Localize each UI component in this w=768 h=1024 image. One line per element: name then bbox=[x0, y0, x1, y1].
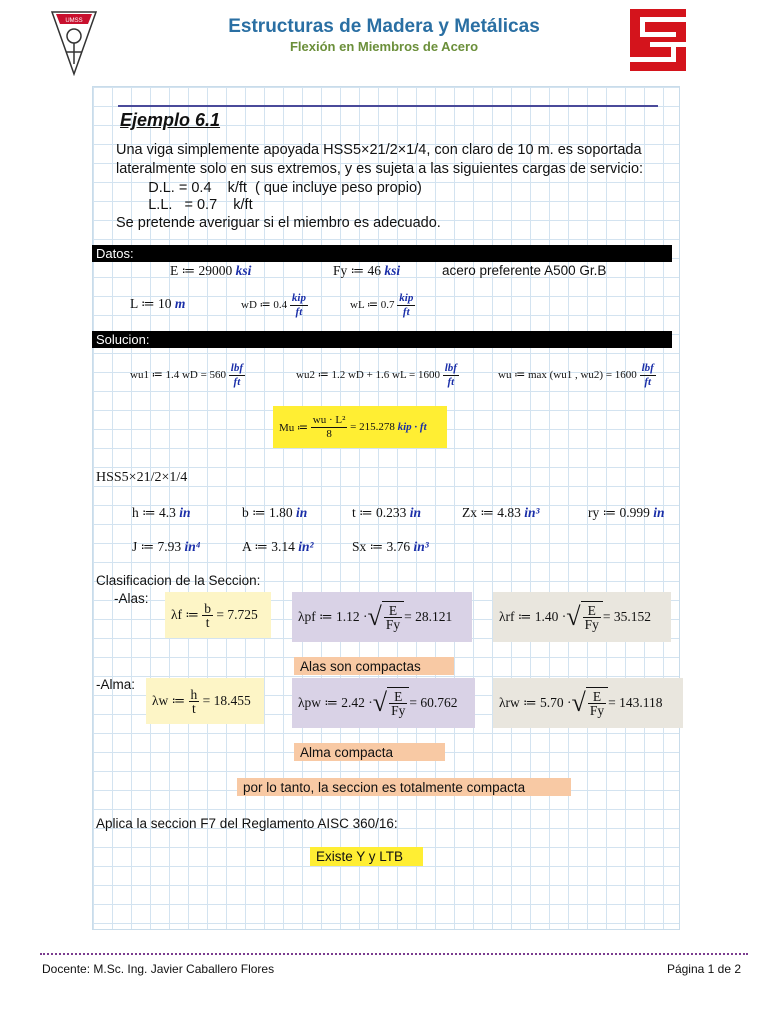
prop-b-unit: in bbox=[296, 505, 308, 520]
prop-t-text: t ≔ 0.233 bbox=[352, 505, 407, 520]
eq-E-unit: ksi bbox=[235, 263, 252, 278]
faculty-logo bbox=[630, 9, 686, 71]
prop-Sx-unit: in³ bbox=[413, 539, 429, 554]
eq-wL-unit-den: ft bbox=[402, 306, 410, 318]
eq-Mu-num: wu · L² bbox=[312, 413, 346, 426]
umss-logo-text: UMSS bbox=[65, 18, 83, 24]
eq-lambda-pw-lhs: λpw ≔ 2.42 · bbox=[298, 695, 373, 710]
example-line-2: lateralmente solo en sus extremos, y es sujeta a las siguientes cargas de servicio: bbox=[116, 161, 644, 177]
prop-h-unit: in bbox=[179, 505, 191, 520]
eq-wu2 bbox=[296, 362, 459, 389]
eq-wu1-text: wu1 ≔ 1.4 wD = 560 bbox=[130, 369, 227, 382]
eq-lambda-rf-Fy: Fy bbox=[584, 617, 599, 632]
eq-lambda-pf-lhs: λpf ≔ 1.12 · bbox=[298, 609, 368, 624]
eq-lambda-pw: λpw ≔ 2.42 · √ $\frac{E}{Fy}$ = 60.762 bbox=[292, 678, 475, 728]
steel-grade: acero preferente A500 Gr.B bbox=[442, 263, 607, 278]
alma-result: Alma compacta bbox=[294, 743, 445, 761]
eq-lambda-rf: λrf ≔ 1.40 · √ $\frac{E}{Fy}$ = 35.152 bbox=[493, 592, 671, 642]
datos-bar: Datos: bbox=[92, 245, 672, 262]
eq-lambda-pw-rhs: = 60.762 bbox=[409, 695, 458, 710]
eq-Mu-lhs: Mu ≔ bbox=[279, 421, 309, 434]
example-line-1: Una viga simplemente apoyada HSS5×21/2×1/4, con claro de 10 m. es soportada bbox=[116, 142, 642, 158]
eq-wL-text: wL ≔ 0.7 bbox=[350, 299, 395, 312]
eq-wu2-unit-den: ft bbox=[447, 376, 455, 388]
eq-lambda-pf: λpf ≔ 1.12 · √ $\frac{E}{Fy}$ = 28.121 bbox=[292, 592, 472, 642]
eq-lambda-rf-rhs: = 35.152 bbox=[602, 609, 651, 624]
eq-lambda-pf-Fy: Fy bbox=[385, 617, 401, 632]
prop-t-unit: in bbox=[409, 505, 422, 520]
eq-E-text: E ≔ 29000 bbox=[170, 263, 233, 278]
prop-A bbox=[242, 539, 314, 555]
header-title: Estructuras de Madera y Metálicas bbox=[228, 16, 540, 37]
eq-wu1-unit-den: ft bbox=[233, 376, 241, 388]
prop-ry bbox=[588, 505, 665, 521]
prop-J-text: J ≔ 7.93 bbox=[132, 539, 182, 554]
eq-lambda-pw-E: E bbox=[389, 690, 407, 704]
clasificacion-title: Clasificacion de la Seccion: bbox=[96, 573, 261, 588]
eq-lambda-f bbox=[165, 592, 271, 638]
footer-docente: Docente: M.Sc. Ing. Javier Caballero Flores bbox=[42, 962, 275, 976]
eq-Mu-unit: kip · ft bbox=[397, 421, 427, 433]
footer-page: Página 1 de 2 bbox=[666, 962, 741, 976]
eq-wu-unit-num: lbf bbox=[641, 362, 654, 374]
eq-lambda-rw-rhs: = 143.118 bbox=[608, 695, 663, 710]
eq-wD bbox=[241, 292, 308, 319]
example-line-5: Se pretende averiguar si el miembro es adecuado. bbox=[116, 215, 441, 231]
prop-b-text: b ≔ 1.80 bbox=[242, 505, 293, 520]
eq-Fy bbox=[333, 263, 400, 279]
eq-wL-unit-num: kip bbox=[399, 292, 414, 304]
eq-E bbox=[170, 263, 251, 279]
example-line-4: L.L. = 0.7 k/ft bbox=[116, 197, 253, 213]
example-line-3: D.L. = 0.4 k/ft ( que incluye peso propio) bbox=[116, 180, 422, 196]
eq-wL bbox=[350, 292, 415, 319]
eq-Fy-unit: ksi bbox=[384, 263, 401, 278]
eq-wD-unit-den: ft bbox=[295, 306, 303, 318]
eq-lambda-w-den: t bbox=[192, 700, 196, 716]
eq-lambda-f-lhs: λf ≔ bbox=[171, 607, 199, 622]
eq-lambda-w bbox=[146, 678, 264, 724]
eq-lambda-f-den: t bbox=[205, 614, 210, 630]
eq-wu1 bbox=[130, 362, 245, 389]
header-subtitle: Flexión en Miembros de Acero bbox=[289, 39, 479, 54]
prop-Zx-text: Zx ≔ 4.83 bbox=[462, 505, 521, 520]
alas-label: -Alas: bbox=[114, 591, 149, 606]
prop-t bbox=[352, 505, 421, 521]
prop-A-unit: in² bbox=[298, 539, 314, 554]
aplica-result: Existe Y y LTB bbox=[310, 847, 423, 866]
eq-lambda-rw-Fy: Fy bbox=[589, 703, 605, 718]
eq-lambda-f-num: b bbox=[204, 600, 212, 616]
eq-wu-unit-den: ft bbox=[644, 376, 652, 388]
prop-Sx-text: Sx ≔ 3.76 bbox=[352, 539, 411, 554]
eq-wu1-unit-num: lbf bbox=[230, 362, 244, 374]
eq-lambda-rf-lhs: λrf ≔ 1.40 · bbox=[499, 609, 567, 624]
eq-lambda-rw: λrw ≔ 5.70 · √ $\frac{E}{Fy}$ = 143.118 bbox=[493, 678, 683, 728]
title-rule bbox=[118, 105, 658, 107]
solucion-bar: Solucion: bbox=[92, 331, 672, 348]
eq-L-text: L ≔ 10 bbox=[130, 296, 172, 311]
prop-J bbox=[132, 539, 200, 555]
eq-Mu-rhs: = 215.278 bbox=[350, 421, 395, 433]
eq-wu-text: wu ≔ max (wu1 , wu2) = 1600 bbox=[498, 369, 637, 382]
eq-wD-unit-num: kip bbox=[291, 292, 306, 304]
prop-ry-unit: in bbox=[653, 505, 665, 520]
prop-ry-text: ry ≔ 0.999 bbox=[588, 505, 650, 520]
eq-lambda-w-num: h bbox=[190, 686, 198, 702]
footer-rule bbox=[40, 953, 748, 955]
eq-lambda-w-rhs: = 18.455 bbox=[202, 693, 251, 708]
eq-wD-text: wD ≔ 0.4 bbox=[241, 299, 288, 312]
eq-lambda-pw-Fy: Fy bbox=[391, 703, 406, 718]
prop-b bbox=[242, 505, 307, 521]
eq-lambda-rw-lhs: λrw ≔ 5.70 · bbox=[499, 695, 572, 710]
eq-lambda-rf-E: E bbox=[583, 604, 601, 618]
aplica-text: Aplica la seccion F7 del Reglamento AISC 360/16: bbox=[96, 816, 398, 831]
prop-h-text: h ≔ 4.3 bbox=[132, 505, 176, 520]
eq-Mu-box bbox=[273, 406, 447, 448]
eq-wu bbox=[498, 362, 656, 389]
eq-lambda-w-lhs: λw ≔ bbox=[152, 693, 186, 708]
section-name: HSS5×21/2×1/4 bbox=[96, 470, 188, 485]
total-result: por lo tanto, la seccion es totalmente compacta bbox=[237, 778, 571, 796]
example-title: Ejemplo 6.1 bbox=[120, 110, 221, 130]
prop-J-unit: in⁴ bbox=[184, 539, 201, 554]
eq-lambda-pf-rhs: = 28.121 bbox=[404, 609, 453, 624]
prop-A-text: A ≔ 3.14 bbox=[242, 539, 295, 554]
eq-L-unit: m bbox=[174, 296, 186, 311]
eq-lambda-rw-E: E bbox=[588, 690, 606, 704]
alas-result: Alas son compactas bbox=[294, 657, 454, 675]
eq-Mu-den: 8 bbox=[326, 427, 332, 440]
eq-Fy-text: Fy ≔ 46 bbox=[333, 263, 382, 278]
eq-wu2-unit-num: lbf bbox=[444, 362, 457, 374]
prop-Sx bbox=[352, 539, 429, 555]
eq-lambda-f-rhs: = 7.725 bbox=[216, 607, 258, 622]
prop-Zx-unit: in³ bbox=[524, 505, 540, 520]
alma-label: -Alma: bbox=[96, 677, 136, 692]
eq-L bbox=[130, 296, 185, 312]
eq-wu2-text: wu2 ≔ 1.2 wD + 1.6 wL = 1600 bbox=[296, 369, 440, 382]
prop-h bbox=[132, 505, 191, 521]
eq-lambda-pf-E: E bbox=[384, 604, 402, 618]
prop-Zx bbox=[462, 505, 540, 521]
